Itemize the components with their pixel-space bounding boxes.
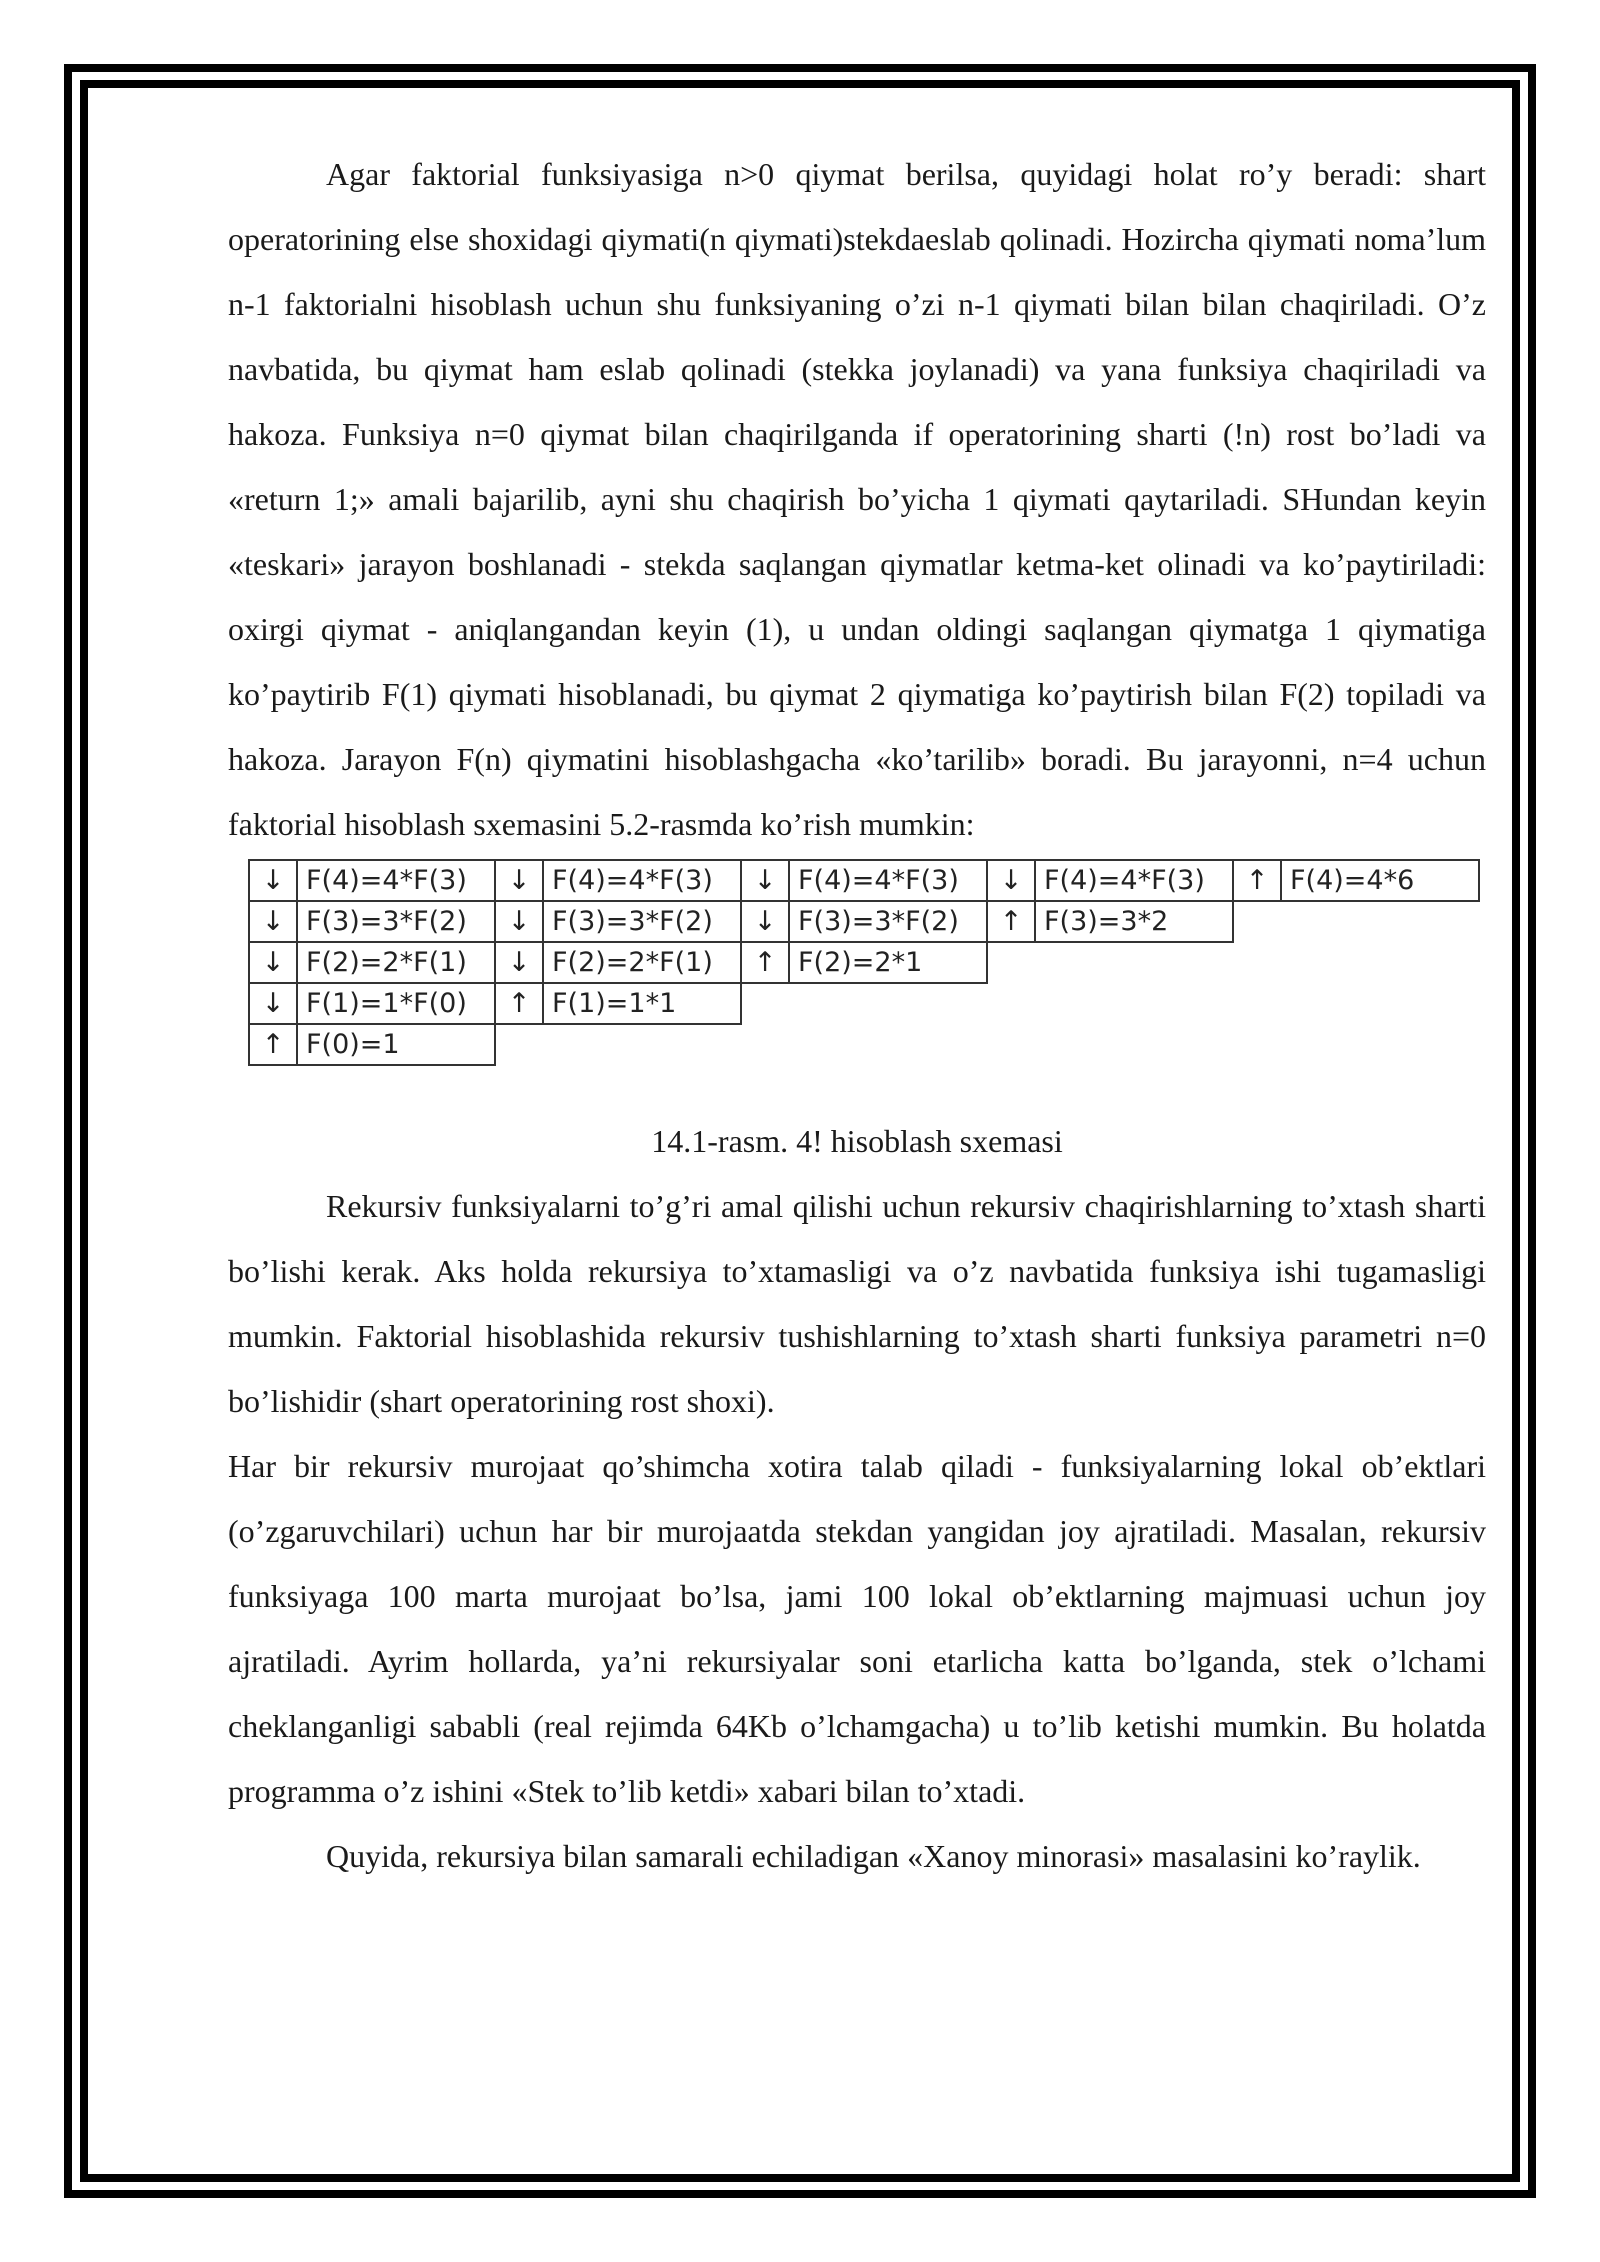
page-content bbox=[228, 142, 1486, 1889]
scheme-expression: F(3)=3*F(2) bbox=[297, 901, 495, 942]
scheme-expression: F(4)=4*6 bbox=[1281, 860, 1479, 901]
scheme-empty-cell bbox=[741, 983, 789, 1024]
scheme-empty-cell bbox=[1035, 983, 1233, 1024]
scheme-expression: F(2)=2*1 bbox=[789, 942, 987, 983]
scheme-expression: F(1)=1*1 bbox=[543, 983, 741, 1024]
scheme-row bbox=[249, 983, 1479, 1024]
scheme-expression: F(2)=2*F(1) bbox=[297, 942, 495, 983]
scheme-row bbox=[249, 901, 1479, 942]
scheme-empty-cell bbox=[789, 1024, 987, 1065]
arrow-up-icon: ↑ bbox=[987, 901, 1035, 942]
scheme-empty-cell bbox=[1281, 901, 1479, 942]
scheme-expression: F(0)=1 bbox=[297, 1024, 495, 1065]
arrow-down-icon: ↓ bbox=[495, 860, 543, 901]
scheme-empty-cell bbox=[987, 942, 1035, 983]
scheme-empty-cell bbox=[1233, 942, 1281, 983]
arrow-down-icon: ↓ bbox=[249, 983, 297, 1024]
scheme-empty-cell bbox=[1233, 901, 1281, 942]
scheme-expression: F(4)=4*F(3) bbox=[543, 860, 741, 901]
arrow-down-icon: ↓ bbox=[495, 942, 543, 983]
arrow-down-icon: ↓ bbox=[987, 860, 1035, 901]
scheme-expression: F(3)=3*F(2) bbox=[543, 901, 741, 942]
scheme-expression: F(4)=4*F(3) bbox=[1035, 860, 1233, 901]
arrow-down-icon: ↓ bbox=[249, 901, 297, 942]
paragraph-hanoi-intro: Quyida, rekursiya bilan samarali echiladigan «Xanoy minorasi» masalasini ko’raylik. bbox=[326, 1838, 1421, 1874]
arrow-up-icon: ↑ bbox=[741, 942, 789, 983]
scheme-expression: F(3)=3*F(2) bbox=[789, 901, 987, 942]
scheme-expression: F(3)=3*2 bbox=[1035, 901, 1233, 942]
scheme-empty-cell bbox=[789, 983, 987, 1024]
scheme-expression: F(1)=1*F(0) bbox=[297, 983, 495, 1024]
arrow-up-icon: ↑ bbox=[249, 1024, 297, 1065]
scheme-expression: F(4)=4*F(3) bbox=[297, 860, 495, 901]
scheme-empty-cell bbox=[1035, 1024, 1233, 1065]
scheme-empty-cell bbox=[1035, 942, 1233, 983]
arrow-down-icon: ↓ bbox=[495, 901, 543, 942]
scheme-empty-cell bbox=[1281, 983, 1479, 1024]
scheme-expression: F(4)=4*F(3) bbox=[789, 860, 987, 901]
scheme-empty-cell bbox=[987, 1024, 1035, 1065]
figure-caption: 14.1-rasm. 4! hisoblash sxemasi bbox=[651, 1123, 1063, 1159]
scheme-empty-cell bbox=[1233, 983, 1281, 1024]
arrow-down-icon: ↓ bbox=[249, 860, 297, 901]
arrow-up-icon: ↑ bbox=[1233, 860, 1281, 901]
scheme-row bbox=[249, 942, 1479, 983]
paragraph-factorial-process: Agar faktorial funksiyasiga n>0 qiymat berilsa, quyidagi holat ro’y beradi: shart operatorining else shoxidagi qiymati(n qiymati)stekdaeslab qolinadi. Hozircha qiymati noma’lum n-1 faktorialni hisoblash uchun shu funksiyaning o’zi n-1 qiymati bilan bilan chaqiriladi. O’z navbatida, bu qiymat ham eslab qolinadi (stekka joylanadi) va yana funksiya chaqiriladi va hakoza. Funksiya n=0 qiymat bilan chaqirilganda if operatorining sharti (!n) rost bo’ladi va «return 1;» amali bajarilib, ayni shu chaqirish bo’yicha 1 qiymati qaytariladi. SHundan keyin «teskari» jarayon boshlanadi - stekda saqlangan qiymatlar ketma-ket olinadi va ko’paytiriladi: oxirgi qiymat - aniqlangandan keyin (1), u undan oldingi saqlangan qiymatga 1 qiymatiga ko’paytirib F(1) qiymati hisoblanadi, bu qiymat 2 qiymatiga ko’paytirish bilan F(2) topiladi va hakoza. Jarayon F(n) qiymatini hisoblashgacha «ko’tarilib» boradi. Bu jarayonni, n=4 uchun faktorial hisoblash sxemasini 5.2-rasmda ko’rish mumkin: bbox=[228, 156, 1486, 842]
arrow-up-icon: ↑ bbox=[495, 983, 543, 1024]
arrow-down-icon: ↓ bbox=[741, 901, 789, 942]
scheme-empty-cell bbox=[495, 1024, 543, 1065]
factorial-scheme-figure bbox=[228, 859, 1486, 1099]
scheme-empty-cell bbox=[543, 1024, 741, 1065]
factorial-scheme-table bbox=[248, 859, 1480, 1066]
scheme-row bbox=[249, 860, 1479, 901]
scheme-expression: F(2)=2*F(1) bbox=[543, 942, 741, 983]
scheme-empty-cell bbox=[1281, 1024, 1479, 1065]
paragraph-stop-condition: Rekursiv funksiyalarni to’g’ri amal qilishi uchun rekursiv chaqirishlarning to’xtash sharti bo’lishi kerak. Aks holda rekursiya to’xtamasligi va o’z navbatida funksiya ishi tugamasligi mumkin. Faktorial hisoblashida rekursiv tushishlarning to’xtash sharti funksiya parametri n=0 bo’lishidir (shart operatorining rost shoxi). bbox=[228, 1188, 1486, 1419]
arrow-down-icon: ↓ bbox=[249, 942, 297, 983]
scheme-row bbox=[249, 1024, 1479, 1065]
scheme-empty-cell bbox=[1233, 1024, 1281, 1065]
arrow-down-icon: ↓ bbox=[741, 860, 789, 901]
scheme-empty-cell bbox=[987, 983, 1035, 1024]
scheme-empty-cell bbox=[741, 1024, 789, 1065]
scheme-empty-cell bbox=[1281, 942, 1479, 983]
paragraph-memory: Har bir rekursiv murojaat qo’shimcha xotira talab qiladi - funksiyalarning lokal ob’ektlari (o’zgaruvchilari) uchun har bir murojaatda stekdan yangidan joy ajratiladi. Masalan, rekursiv funksiyaga 100 marta murojaat bo’lsa, jami 100 lokal ob’ektlarning majmuasi uchun joy ajratiladi. Ayrim hollarda, ya’ni rekursiyalar soni etarlicha katta bo’lganda, stek o’lchami cheklanganligi sababli (real rejimda 64Kb o’lchamgacha) u to’lib ketishi mumkin. Bu holatda programma o’z ishini «Stek to’lib ketdi» xabari bilan to’xtadi. bbox=[228, 1448, 1486, 1809]
